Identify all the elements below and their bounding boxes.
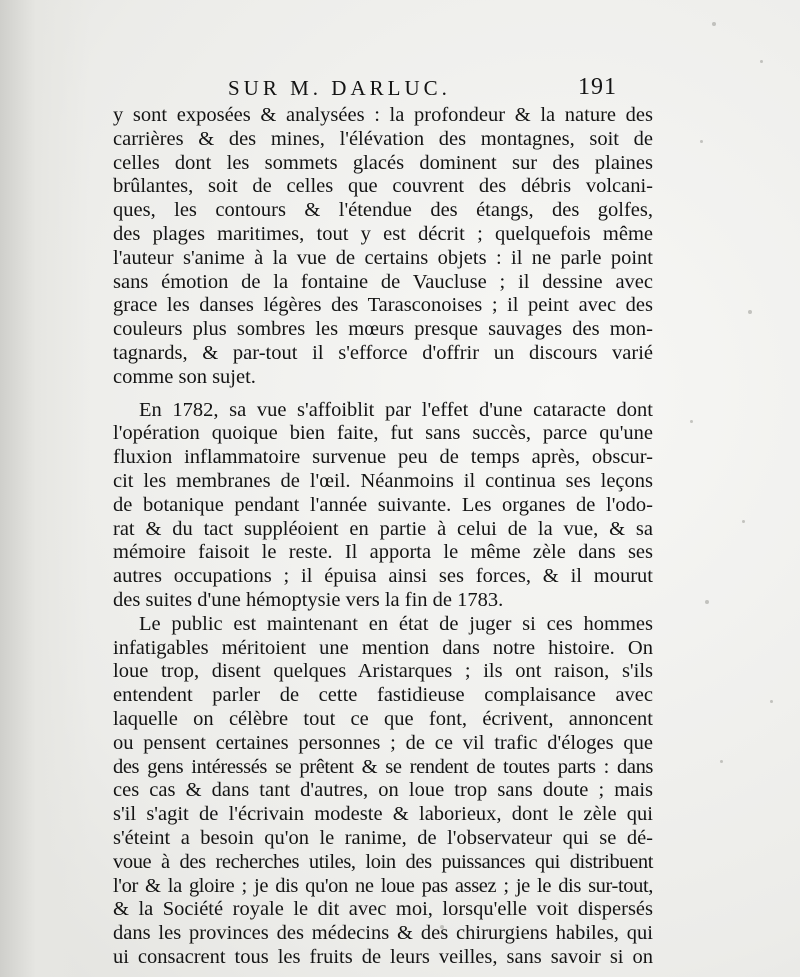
paper-speck xyxy=(770,700,773,703)
text-line: & la Société royale le dit avec moi, lorsqu'elle voit dispersés xyxy=(113,898,653,921)
text-line: brûlantes, soit de celles que couvrent des débris volcani- xyxy=(113,175,653,198)
text-line: infatigables méritoient une mention dans notre histoire. On xyxy=(113,636,653,659)
text-line: entendent parler de cette fastidieuse complaisance avec xyxy=(113,684,653,707)
paper-speck xyxy=(760,60,763,63)
text-line: mémoire faisoit le reste. Il apporta le même zèle dans ses xyxy=(113,541,653,564)
text-line: y sont exposées & analysées : la profondeur & la nature des xyxy=(113,104,653,126)
text-line: des suites d'une hémoptysie vers la fin de 1783. xyxy=(113,588,504,611)
paper-speck xyxy=(720,760,723,763)
text-line: de botanique pendant l'année suivante. Les organes de l'odo- xyxy=(113,493,653,516)
text-line: l'opération quoique bien faite, fut sans succès, parce qu'une xyxy=(113,422,653,445)
paragraph xyxy=(113,613,653,970)
text-line: sans émotion de la fontaine de Vaucluse ; il dessine avec xyxy=(113,270,653,293)
text-line: s'éteint a besoin qu'on le ranime, de l'observateur qui se dé- xyxy=(113,826,653,849)
paper-speck xyxy=(690,420,693,423)
paper-speck xyxy=(748,310,752,314)
paragraph-gap xyxy=(113,390,653,399)
text-line: grace les danses légères des Tarasconoises ; il peint avec des xyxy=(113,294,653,317)
running-head: SUR M. DARLUC. xyxy=(228,76,451,100)
text-line: des plages maritimes, tout y est décrit ; quelquefois même xyxy=(113,222,653,245)
text-line: ou pensent certaines personnes ; de ce vil trafic d'éloges que xyxy=(113,731,653,754)
text-line: carrières & des mines, l'élévation des montagnes, soit de xyxy=(113,127,653,150)
text-line: s'il s'agit de l'écrivain modeste & laborieux, dont le zèle qui xyxy=(113,803,653,826)
paper-speck xyxy=(742,520,745,523)
text-line: loue trop, disent quelques Aristarques ; ils ont raison, s'ils xyxy=(113,660,653,683)
text-line: voue à des recherches utiles, loin des puissances qui distribuent xyxy=(113,850,653,873)
paper-speck xyxy=(705,600,709,604)
text-line: l'auteur s'anime à la vue de certains objets : il ne parle point xyxy=(113,246,653,269)
text-line: ces cas & dans tant d'autres, on loue trop sans doute ; mais xyxy=(113,779,653,802)
text-line: laquelle on célèbre tout ce que font, écrivent, annoncent xyxy=(113,707,653,730)
text-line: autres occupations ; il épuisa ainsi ses forces, & il mourut xyxy=(113,565,653,588)
body-text xyxy=(113,104,653,970)
paper-speck xyxy=(700,140,703,143)
text-line: fluxion inflammatoire survenue peu de temps après, obscur- xyxy=(113,446,653,469)
text-line: ui consacrent tous les fruits de leurs veilles, sans savoir si on xyxy=(113,945,653,968)
text-line: dans les provinces des médecins & des chirurgiens habiles, qui xyxy=(113,922,653,945)
paragraph xyxy=(113,104,653,390)
text-line: Le public est maintenant en état de juger si ces hommes xyxy=(139,612,653,635)
text-line: comme son sujet. xyxy=(113,365,256,388)
text-line: celles dont les sommets glacés dominent sur des plaines xyxy=(113,151,653,174)
text-line: des gens intéressés se prêtent & se rendent de toutes parts : dans xyxy=(113,755,653,778)
text-line: En 1782, sa vue s'affoiblit par l'effet d'une cataracte dont xyxy=(139,398,653,421)
text-line: couleurs plus sombres les mœurs presque sauvages des mon- xyxy=(113,318,653,341)
text-line: l'or & la gloire ; je dis qu'on ne loue pas assez ; je le dis sur-tout, xyxy=(113,874,653,897)
text-line: ques, les contours & l'étendue des étangs, des golfes, xyxy=(113,199,653,222)
text-line: tagnards, & par-tout il s'efforce d'offrir un discours varié xyxy=(113,341,653,364)
paragraph xyxy=(113,399,653,613)
paper-speck xyxy=(712,22,716,26)
page-number: 191 xyxy=(578,74,617,100)
text-line: cit les membranes de l'œil. Néanmoins il continua ses leçons xyxy=(113,469,653,492)
binding-shadow xyxy=(0,0,90,977)
text-line: rat & du tact suppléoient en partie à celui de la vue, & sa xyxy=(113,517,653,540)
